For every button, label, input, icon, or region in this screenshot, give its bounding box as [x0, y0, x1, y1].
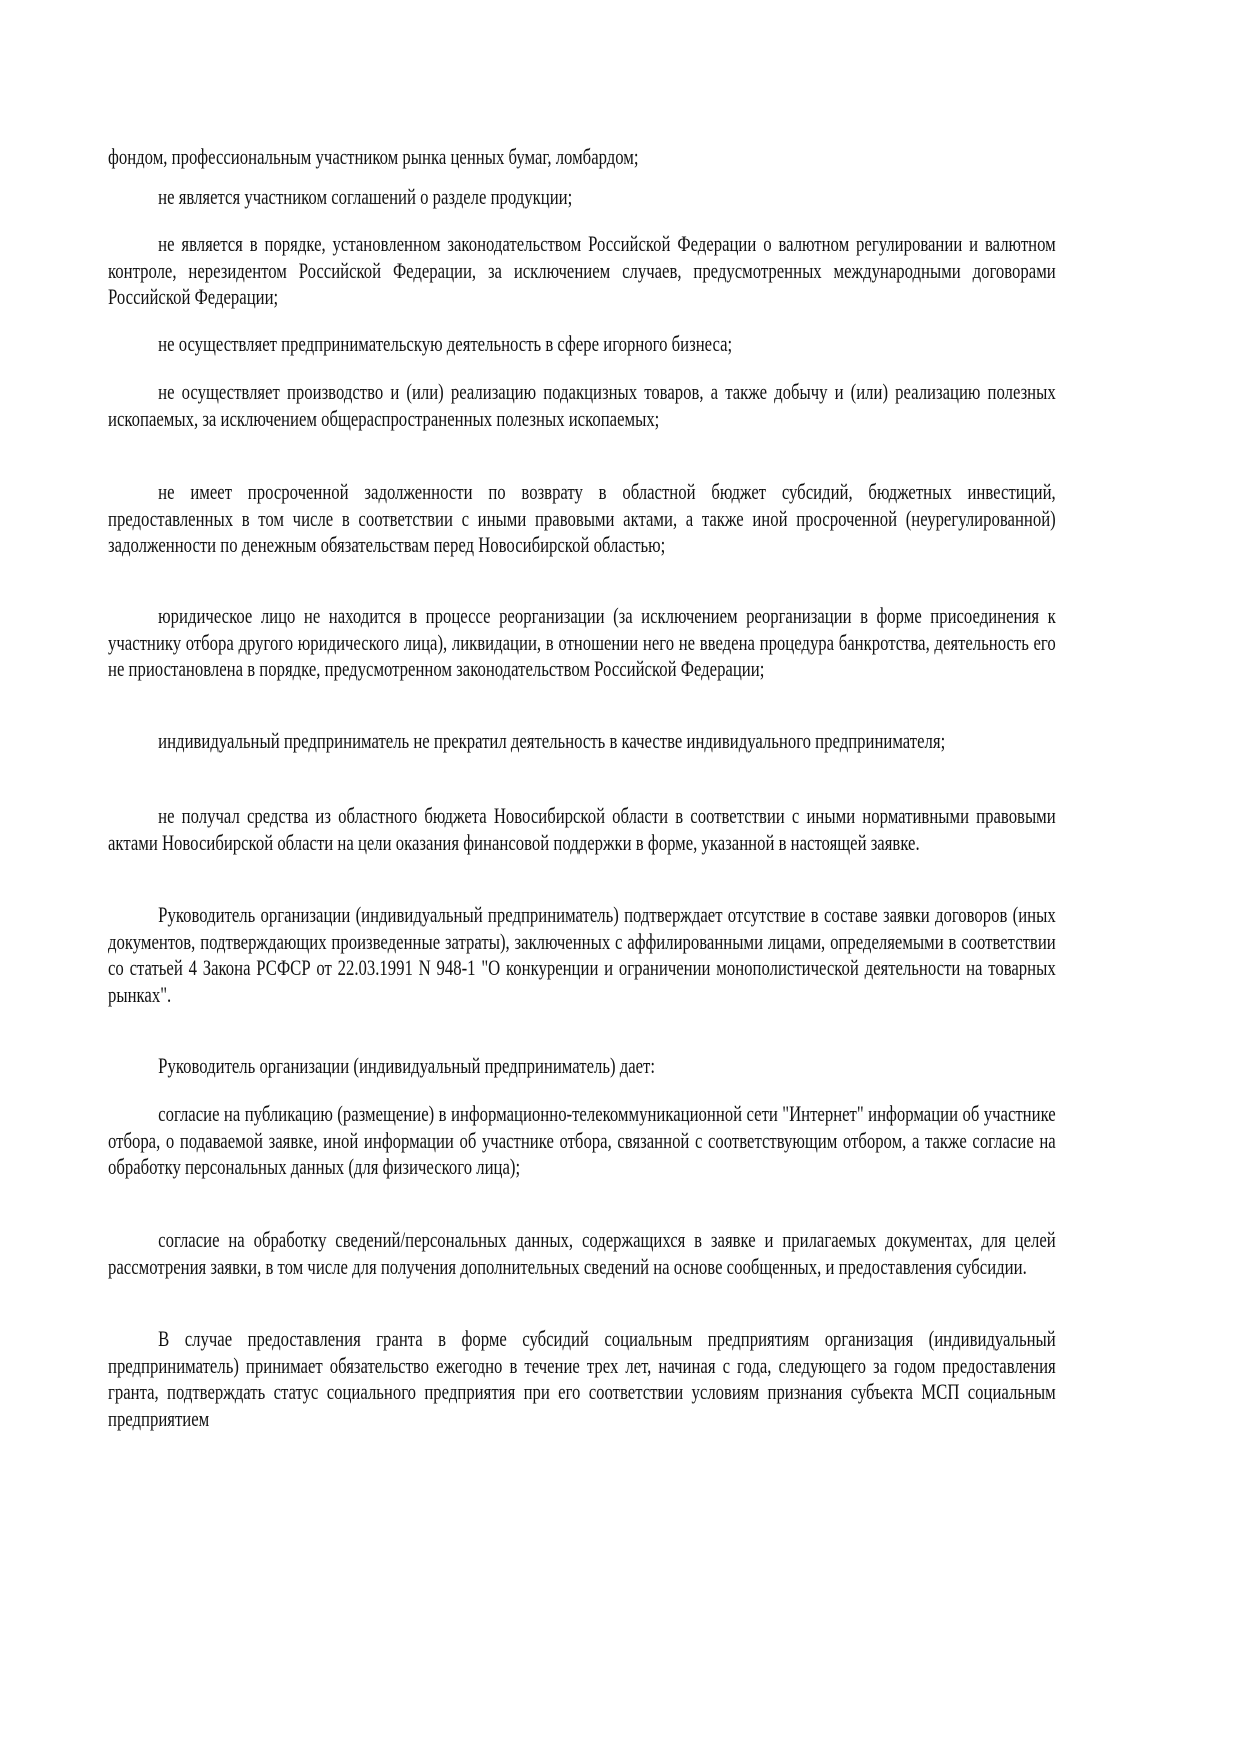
paragraph-consent-publication: согласие на публикацию (размещение) в информационно-телекоммуникационной сети "Интернет" информации об участнике отбора, о подаваемой заявке, иной информации об участнике отбора, связанной с соответствующим отбором, а также согласие на обработку персональных данных (для физического лица); — [108, 1101, 1056, 1179]
paragraph-nonresident: не является в порядке, установленном законодательством Российской Федерации о валютном регулировании и валютном контроле, нерезидентом Российской Федерации, за исключением случаев, предусмотренных международными договорами Российской Федерации; — [108, 231, 1056, 309]
paragraph-reorganization: юридическое лицо не находится в процессе реорганизации (за исключением реорганизации в форме присоединения к участнику отбора другого юридического лица), ликвидации, в отношении него не введена процедура банкротства, деятельность его не приостановлена в порядке, предусмотренном законодательством Российской Федерации; — [108, 603, 1056, 681]
paragraph-gives: Руководитель организации (индивидуальный предприниматель) дает: — [158, 1053, 656, 1078]
paragraph-continuation: фондом, профессиональным участником рынка ценных бумаг, ломбардом; — [108, 144, 639, 169]
paragraph-affiliated: Руководитель организации (индивидуальный предприниматель) подтверждает отсутствие в составе заявки договоров (иных документов, подтверждающих произведенные затраты), заключенных с аффилированными лицами, определяемыми в соответствии со статьей 4 Закона РСФСР от 22.03.1991 N 948-1 "О конкуренции и ограничении монополистической деятельности на товарных рынках". — [108, 902, 1056, 1007]
paragraph-gambling: не осуществляет предпринимательскую деятельность в сфере игорного бизнеса; — [158, 331, 733, 356]
paragraph-psa: не является участником соглашений о разделе продукции; — [158, 184, 573, 209]
paragraph-entrepreneur: индивидуальный предприниматель не прекратил деятельность в качестве индивидуального предпринимателя; — [158, 728, 946, 753]
paragraph-grant: В случае предоставления гранта в форме субсидий социальным предприятиям организация (индивидуальный предприниматель) принимает обязательство ежегодно в течение трех лет, начиная с года, следующего за годом предоставления гранта, подтверждать статус социального предприятия при его соответствии условиям признания субъекта МСП социальным предприятием — [108, 1326, 1056, 1431]
paragraph-consent-processing: согласие на обработку сведений/персональных данных, содержащихся в заявке и прилагаемых документах, для целей рассмотрения заявки, в том числе для получения дополнительных сведений на основе сообщенных, и предоставления субсидии. — [108, 1227, 1056, 1279]
paragraph-funds: не получал средства из областного бюджета Новосибирской области в соответствии с иными нормативными правовыми актами Новосибирской области на цели оказания финансовой поддержки в форме, указанной в настоящей заявке. — [108, 803, 1056, 855]
paragraph-excise: не осуществляет производство и (или) реализацию подакцизных товаров, а также добычу и (или) реализацию полезных ископаемых, за исключением общераспространенных полезных ископаемых; — [108, 379, 1056, 431]
paragraph-debt: не имеет просроченной задолженности по возврату в областной бюджет субсидий, бюджетных инвестиций, предоставленных в том числе в соответствии с иными правовыми актами, а также иной просроченной (неурегулированной) задолженности по денежным обязательствам перед Новосибирской областью; — [108, 479, 1056, 557]
